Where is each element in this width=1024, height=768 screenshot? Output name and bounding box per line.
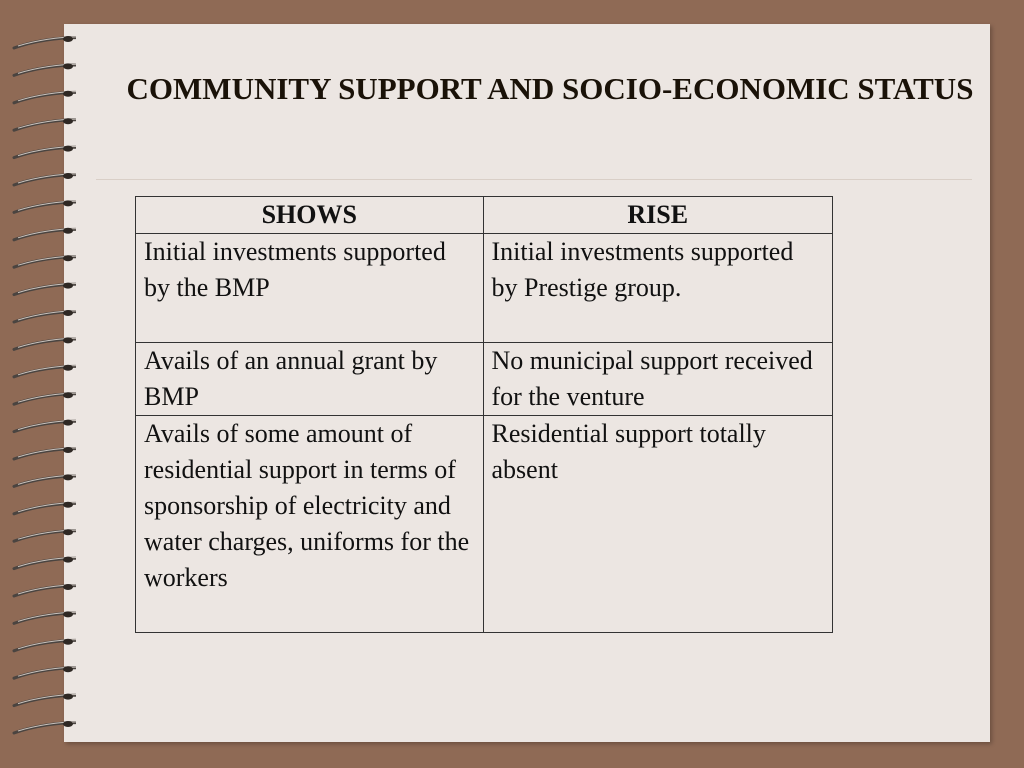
table-cell: Avails of some amount of residential support in terms of sponsorship of electricity and water charges, uniforms for the workers <box>136 416 484 633</box>
column-header-rise: RISE <box>483 197 833 234</box>
table-row <box>136 343 833 416</box>
comparison-table <box>135 196 833 633</box>
column-header-shows: SHOWS <box>136 197 484 234</box>
table-cell: No municipal support received for the venture <box>483 343 833 416</box>
title-divider <box>96 179 972 180</box>
table-cell: Residential support totally absent <box>483 416 833 633</box>
spiral-binding-icon <box>0 0 76 768</box>
table-cell: Initial investments supported by the BMP <box>136 234 484 343</box>
table-cell: Initial investments supported by Prestige group. <box>483 234 833 343</box>
table-cell: Avails of an annual grant by BMP <box>136 343 484 416</box>
table-header-row <box>136 197 833 234</box>
table-row <box>136 234 833 343</box>
slide-title: COMMUNITY SUPPORT AND SOCIO-ECONOMIC STATUS <box>126 71 974 106</box>
table-row <box>136 416 833 633</box>
